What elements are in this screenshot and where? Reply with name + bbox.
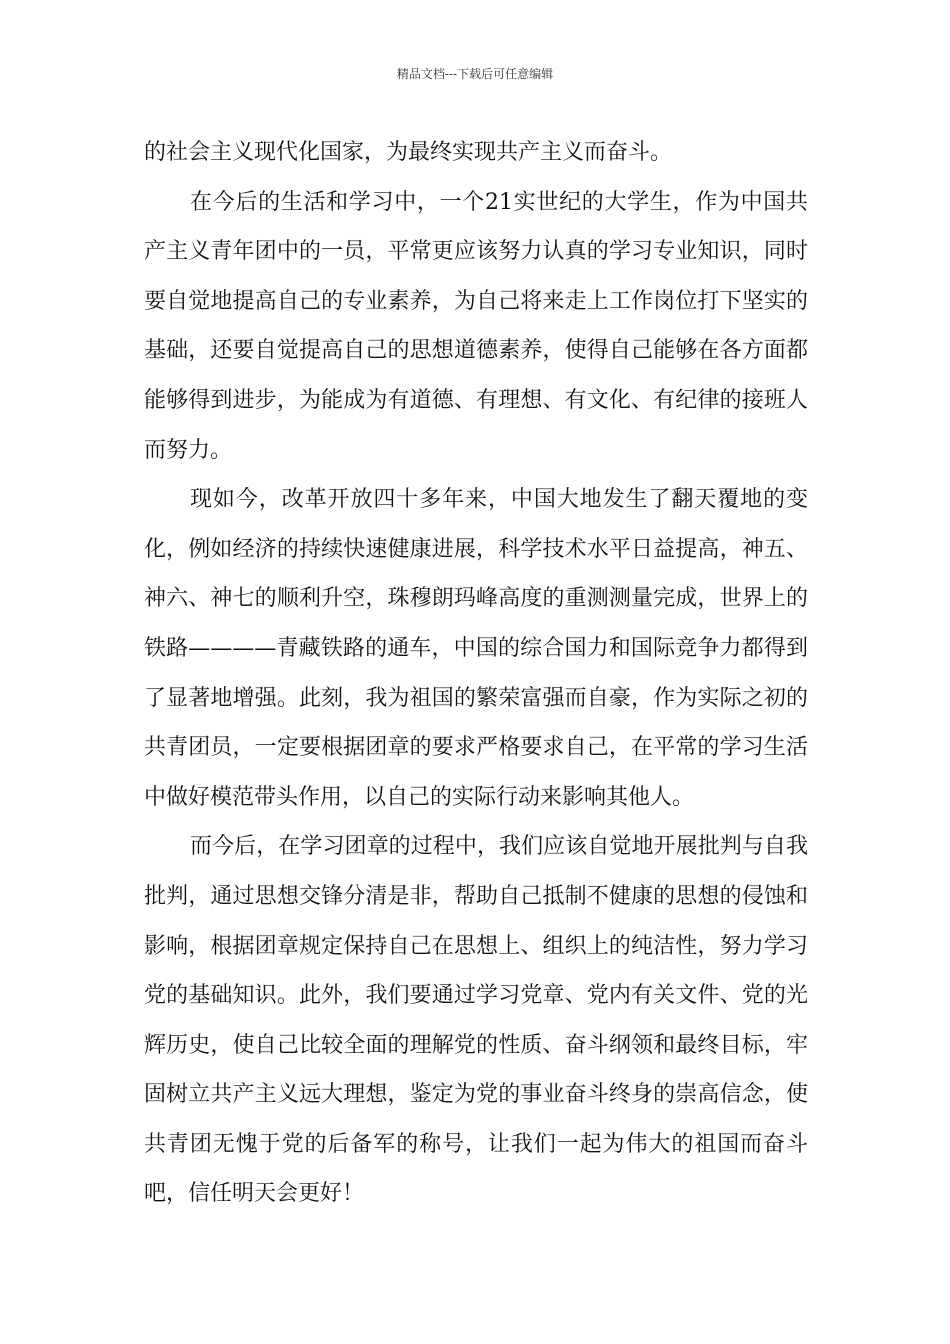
page-header: 精品文档---下载后可任意编辑 [396,67,554,81]
paragraph: 现如今，改革开放四十多年来，中国大地发生了翻天覆地的变化，例如经济的持续快速健康进展，科学技术水平日益提高，神五、神六、神七的顺利升空，珠穆朗玛峰高度的重测测量完成，世界上的铁路————青藏铁路的通车，中国的综合国力和国际竞争力都得到了显著地增强。此刻，我为祖国的繁荣富强而自豪，作为实际之初的共青团员，一定要根据团章的要求严格要求自己，在平常的学习生活中做好模范带头作用，以自己的实际行动来影响其他人。 [144,487,808,810]
paragraph-continuation: 的社会主义现代化国家，为最终实现共产主义而奋斗。 [144,140,673,165]
paragraph: 在今后的生活和学习中，一个21实世纪的大学生，作为中国共产主义青年团中的一员，平常更应该努力认真的学习专业知识，同时要自觉地提高自己的专业素养，为自己将来走上工作岗位打下坚实的基础，还要自觉提高自己的思想道德素养，使得自己能够在各方面都能够得到进步，为能成为有道德、有理想、有文化、有纪律的接班人而努力。 [144,189,808,463]
paragraph: 而今后，在学习团章的过程中，我们应该自觉地开展批判与自我批判，通过思想交锋分清是非，帮助自己抵制不健康的思想的侵蚀和影响，根据团章规定保持自己在思想上、组织上的纯洁性，努力学习党的基础知识。此外，我们要通过学习党章、党内有关文件、党的光辉历史，使自己比较全面的理解党的性质、奋斗纲领和最终目标，牢固树立共产主义远大理想，鉴定为党的事业奋斗终身的崇高信念，使共青团无愧于党的后备军的称号，让我们一起为伟大的祖国而奋斗吧，信任明天会更好！ [144,834,808,1207]
document-body [144,128,808,1219]
